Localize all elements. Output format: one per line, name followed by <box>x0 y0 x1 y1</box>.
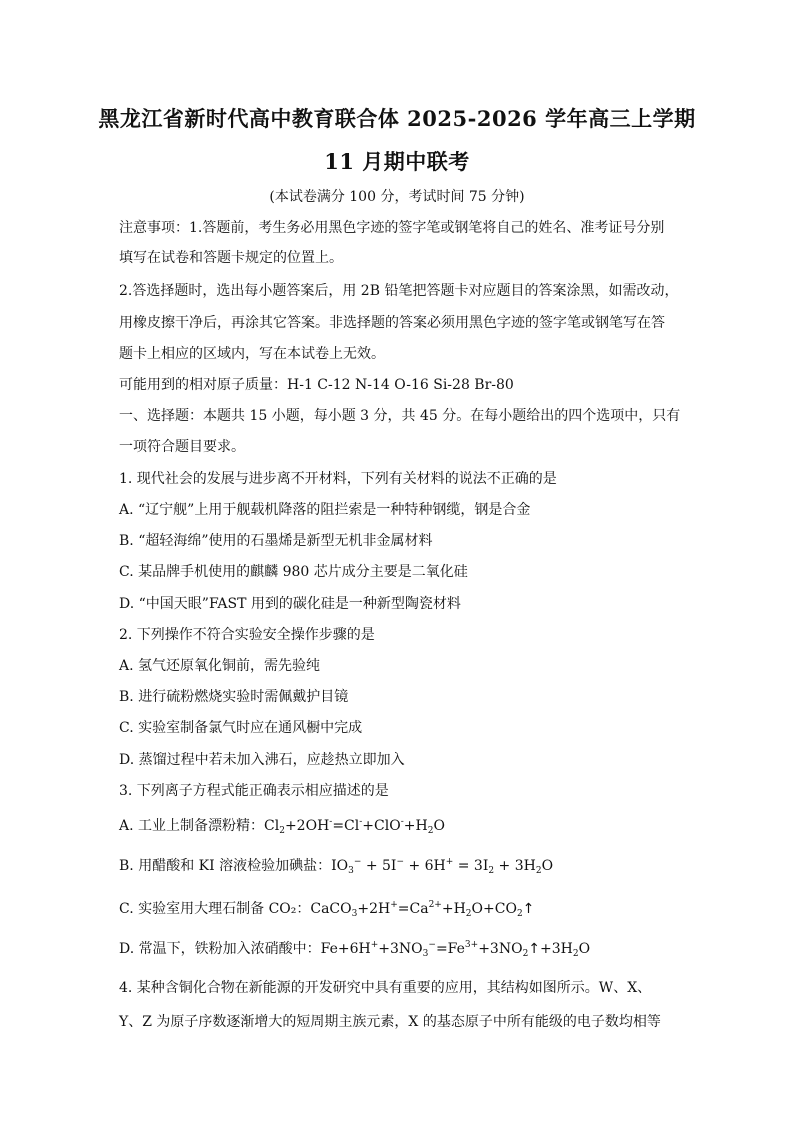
q3-option-c <box>119 898 534 919</box>
notes-line-1: 注意事项：1.答题前，考生务必用黑色字迹的签字笔或钢笔将自己的姓名、准考证号分别 <box>119 220 665 236</box>
q3-option-a <box>119 815 445 836</box>
q1-option-a: A. “辽宁舰”上用于舰载机降落的阻拦索是一种特种钢缆，钢是合金 <box>119 502 531 518</box>
q3-option-c-text: C. 实验室用大理石制备 CO₂： <box>119 901 311 917</box>
q3-option-d <box>119 938 590 959</box>
q2-option-a: A. 氢气还原氧化铜前，需先验纯 <box>119 658 321 674</box>
exam-title-line2: 11 月期中联考 <box>324 149 470 174</box>
notes-line-4: 用橡皮擦干净后，再涂其它答案。非选择题的答案必须用黑色字迹的签字笔或钢笔写在答 <box>119 315 665 331</box>
atomic-masses: 可能用到的相对原子质量：H-1 C-12 N-14 O-16 Si-28 Br-80 <box>119 377 514 393</box>
q3-option-c-equation: $CaCO_3+2H^+=Ca^{2+}+H_2O+CO_2↑$ <box>310 900 535 919</box>
q4-stem-line-1: 4. 某种含铜化合物在新能源的开发研究中具有重要的应用，其结构如图所示。W、X、 <box>119 980 652 996</box>
q3-option-b-equation: $IO_3^- + 5I^- + 6H^+ = 3I_2 + 3H_2O$ <box>331 857 554 876</box>
q4-stem-line-2: Y、Z 为原子序数逐渐增大的短周期主族元素，X 的基态原子中所有能级的电子数均相等 <box>119 1014 661 1030</box>
q1-option-b: B. “超轻海绵”使用的石墨烯是新型无机非金属材料 <box>119 533 433 549</box>
q1-option-c: C. 某品牌手机使用的麒麟 980 芯片成分主要是二氧化硅 <box>119 564 468 580</box>
q3-option-d-text: D. 常温下，铁粉加入浓硝酸中： <box>119 941 321 957</box>
q2-stem: 2. 下列操作不符合实验安全操作步骤的是 <box>119 627 375 643</box>
q3-option-b-text: B. 用醋酸和 KI 溶液检验加碘盐： <box>119 858 332 874</box>
q3-stem: 3. 下列离子方程式能正确表示相应描述的是 <box>119 783 389 799</box>
q3-option-a-equation: $Cl_2+2OH^-=Cl^-+ClO^-+H_2O$ <box>264 817 445 836</box>
notes-line-5: 题卡上相应的区域内，写在本试卷上无效。 <box>119 346 385 362</box>
q2-option-b: B. 进行硫粉燃烧实验时需佩戴护目镜 <box>119 689 349 705</box>
q3-option-a-text: A. 工业上制备漂粉精： <box>119 818 265 834</box>
notes-line-3: 2.答选择题时，选出每小题答案后，用 2B 铅笔把答题卡对应题目的答案涂黑，如需改动， <box>119 283 679 299</box>
q1-option-d: D. “中国天眼”FAST 用到的碳化硅是一种新型陶瓷材料 <box>119 596 461 612</box>
exam-title-line1: 黑龙江省新时代高中教育联合体 2025-2026 学年高三上学期 <box>98 106 696 131</box>
q2-option-c: C. 实验室制备氯气时应在通风橱中完成 <box>119 720 363 736</box>
q3-option-b <box>119 855 553 876</box>
section-heading-line-2: 一项符合题目要求。 <box>119 439 245 455</box>
notes-line-2: 填写在试卷和答题卡规定的位置上。 <box>119 250 343 266</box>
exam-subtitle: (本试卷满分 100 分，考试时间 75 分钟) <box>269 189 525 205</box>
q2-option-d: D. 蒸馏过程中若未加入沸石，应趁热立即加入 <box>119 752 405 768</box>
section-heading-line-1: 一、选择题：本题共 15 小题，每小题 3 分，共 45 分。在每小题给出的四个选项中，只有 <box>119 408 681 424</box>
q1-stem: 1. 现代社会的发展与进步离不开材料，下列有关材料的说法不正确的是 <box>119 471 557 487</box>
q3-option-d-equation: $Fe+6H^++3NO_3^-=Fe^{3+}+3NO_2↑+3H_2O$ <box>320 940 591 959</box>
